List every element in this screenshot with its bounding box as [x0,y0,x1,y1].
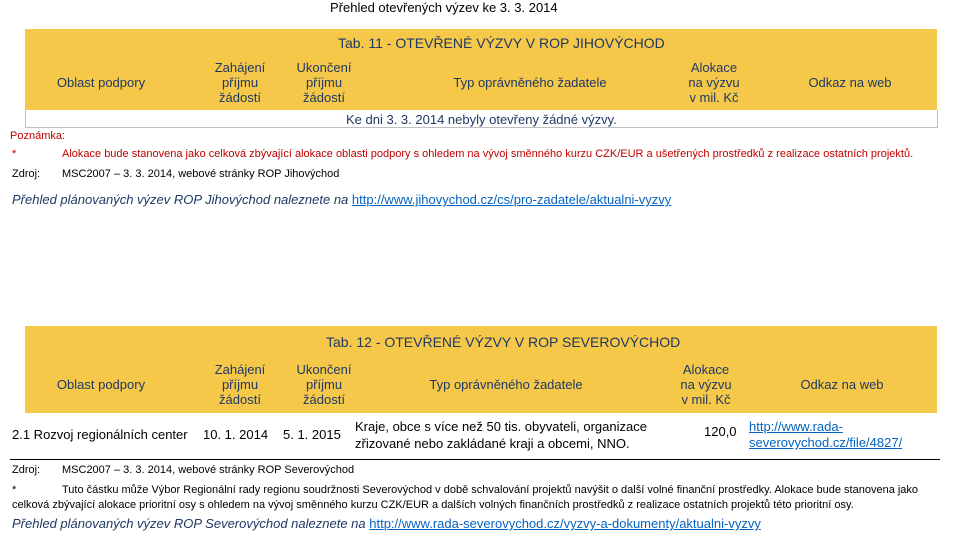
table1-empty-note: Ke dni 3. 3. 2014 nebyly otevřeny žádné výzvy. [346,112,617,127]
note1-text: Alokace bude stanovena jako celková zbývající alokace oblasti podpory s ohledem na vývoj směnného kurzu CZK/EUR a ušetřených prostředků z realizace ostatních projektů. [62,148,914,160]
table2-title: Tab. 12 - OTEVŘENÉ VÝZVY V ROP SEVEROVÝCHOD [326,334,681,350]
table2-header-ukonceni: Ukončení příjmu žádostí [296,361,352,407]
overview2-text: Přehled plánovaných výzev ROP Severovýchod naleznete na [12,516,366,531]
note1-star: * [12,148,17,160]
table2-row-alokace: 120,0 [704,424,737,439]
table1-title: Tab. 11 - OTEVŘENÉ VÝZVY V ROP JIHOVÝCHOD [338,35,665,51]
source2-label: Zdroj: [12,464,41,476]
table1-header-typ: Typ oprávněného žadatele [453,75,607,90]
table1-header-zahajeni: Zahájení příjmu žádostí [214,60,266,105]
source2-text: MSC2007 – 3. 3. 2014, webové stránky ROP Severovýchod [62,464,355,476]
table1-header-odkaz: Odkaz na web [808,75,892,90]
table1-header-ukonceni: Ukončení příjmu žádostí [296,60,352,105]
table2-divider [10,459,940,460]
note2-star: * [12,484,17,496]
table2-row-link[interactable]: http://www.rada- severovychod.cz/file/4827/ [749,419,903,450]
table2-row-typ: Kraje, obce s více než 50 tis. obyvateli, organizace zřizované nebo zakládané kraji a obcemi, NNO. [355,419,647,451]
source1-text: MSC2007 – 3. 3. 2014, webové stránky ROP Jihovýchod [62,168,340,180]
table2-header-zahajeni: Zahájení příjmu žádostí [214,361,266,407]
note1-label: Poznámka: [10,130,66,142]
table2-row [0,413,960,459]
table2-row-ukonceni: 5. 1. 2015 [283,427,341,442]
table2-header-odkaz: Odkaz na web [800,376,884,392]
overview1-link[interactable]: http://www.jihovychod.cz/cs/pro-zadatele/aktualni-vyzvy [351,192,672,207]
source1-label: Zdroj: [12,168,41,180]
note2-line1: Tuto částku může Výbor Regionální rady regionu soudržnosti Severovýchod v době schvalování projektů navýšit o další volné finanční prostředky. Alokace bude stanovena jako [62,484,919,496]
overview1-text: Přehled plánovaných výzev ROP Jihovýchod naleznete na [12,192,349,207]
overview2-link[interactable]: http://www.rada-severovychod.cz/vyzvy-a-dokumenty/aktualni-vyzvy [369,516,761,531]
overview2 [12,516,761,531]
table1-header-alokace: Alokace na výzvu v mil. Kč [688,60,740,105]
table2-header-oblast: Oblast podpory [56,376,146,392]
table2-row-oblast: 2.1 Rozvoj regionálních center [12,427,188,442]
table2-row-zahajeni: 10. 1. 2014 [203,427,269,442]
page-title: Přehled otevřených výzev ke 3. 3. 2014 [330,0,558,15]
table2-header-alokace: Alokace na výzvu v mil. Kč [680,361,732,407]
note2-line2: celková zbývající alokace prioritní osy s ohledem na vývoj směnného kurzu CZK/EUR a dalších volných finančních prostředků z realizace ostatních projektů této prioritní osy. [12,499,854,511]
table2-header-typ: Typ oprávněného žadatele [429,376,583,392]
table1-header-oblast: Oblast podpory [56,75,146,90]
overview1 [12,192,671,207]
